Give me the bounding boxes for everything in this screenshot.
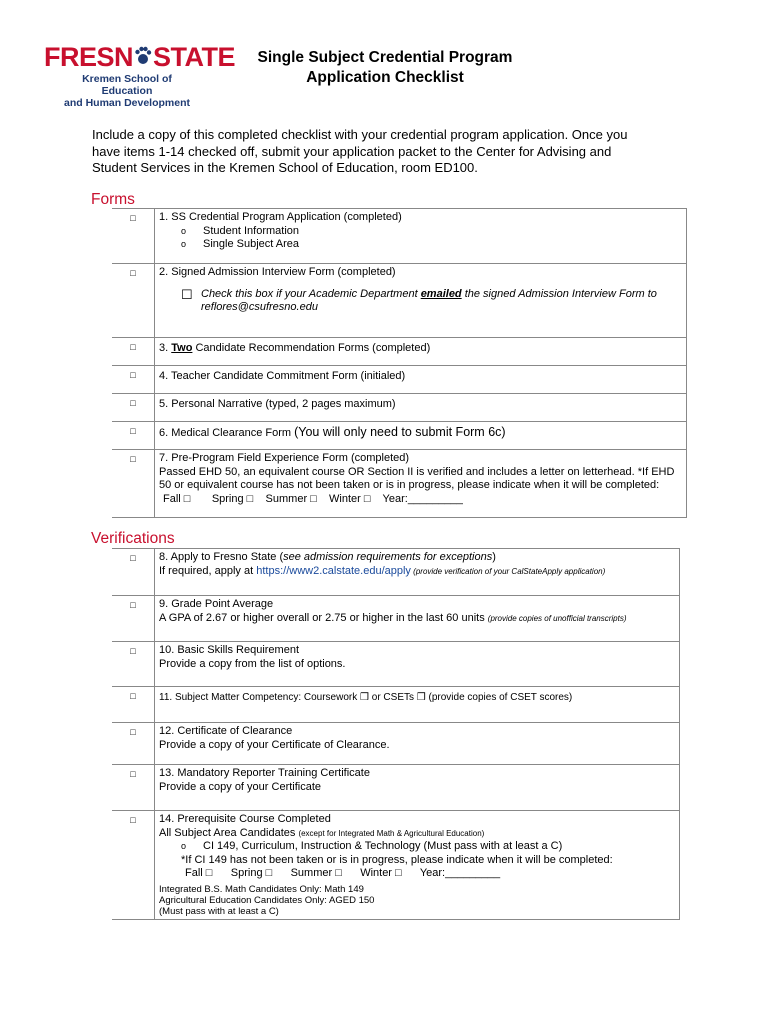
checkbox[interactable]: □ (112, 596, 155, 642)
checkbox[interactable]: □ (112, 723, 155, 765)
checklist-row: □ 14. Prerequisite Course Completed All Subject Area Candidates (except for Integrated Math & Agricultural Education) o CI 149, Curriculum, Instruction & Technology (Must pass with at least a C) *If CI 149 has not been taken or is in progress, please indicate when it will be completed: Fall □ Spring □ Summer □ Winter □ Year:_________ Integrated B.S. Math Candidates Only: Math 149 Agricultural Education Candidates Only: AGED 150 (Must pass with at least a C) (112, 811, 680, 920)
forms-table (112, 208, 687, 518)
checkbox[interactable]: □ (112, 450, 155, 518)
checklist-row: □ 3. Two Candidate Recommendation Forms (completed) (112, 338, 687, 366)
paw-icon (134, 46, 152, 68)
checkbox[interactable]: □ (112, 811, 155, 920)
checklist-row: □ 6. Medical Clearance Form (You will only need to submit Form 6c) (112, 422, 687, 450)
checklist-row: □ 7. Pre-Program Field Experience Form (completed) Passed EHD 50, an equivalent course OR Section II is verified and includes a letter on letterhead. *If EHD 50 or equivalent course has not been taken or is in progress, please indicate when it will be completed: Fall □ Spring □ Summer □ Winter □ Year:_________ (112, 450, 687, 518)
checklist-row: □ 11. Subject Matter Competency: Coursework ❒ or CSETs ❒ (provide copies of CSET scores) (112, 687, 680, 723)
checkbox[interactable]: □ (112, 366, 155, 394)
page-title: Single Subject Credential Program Application Checklist (257, 49, 513, 86)
checkbox[interactable]: □ (112, 394, 155, 422)
checkbox[interactable]: □ (112, 264, 155, 338)
checklist-row: □ 4. Teacher Candidate Commitment Form (initialed) (112, 366, 687, 394)
school-name: Kremen School of Education and Human Development (63, 73, 191, 109)
verifications-table (112, 548, 680, 920)
checklist-row: □ 1. SS Credential Program Application (completed) o Student Information o Single Subject Area (112, 209, 687, 264)
verifications-heading: Verifications (91, 530, 175, 547)
checklist-row: □ 9. Grade Point Average A GPA of 2.67 or higher overall or 2.75 or higher in the last 60 units (provide copies of unofficial transcripts) (112, 596, 680, 642)
forms-heading: Forms (91, 191, 135, 208)
intro-paragraph: Include a copy of this completed checklist with your credential program application. Once you have items 1-14 checked off, submit your application packet to the Center for Advising and Student Services in the Kremen School of Education, room ED100. (92, 127, 628, 175)
email-checkbox[interactable]: ☐ (181, 286, 193, 302)
checklist-row: □ 8. Apply to Fresno State (see admission requirements for exceptions) If required, apply at https://www2.calstate.edu/apply (provide verification of your CalStateApply application) (112, 549, 680, 596)
checklist-row: □ 12. Certificate of Clearance Provide a copy of your Certificate of Clearance. (112, 723, 680, 765)
checkbox[interactable]: □ (112, 687, 155, 723)
checklist-row: □ 5. Personal Narrative (typed, 2 pages maximum) (112, 394, 687, 422)
checkbox[interactable]: □ (112, 549, 155, 596)
checkbox[interactable]: □ (112, 642, 155, 687)
checklist-row: □ 2. Signed Admission Interview Form (completed) ☐ Check this box if your Academic Department emailed the signed Admission Interview Form to reflores@csufresno.edu (112, 264, 687, 338)
apply-link[interactable]: https://www2.calstate.edu/apply (256, 564, 411, 577)
checklist-row: □ 10. Basic Skills Requirement Provide a copy from the list of options. (112, 642, 680, 687)
checkbox[interactable]: □ (112, 765, 155, 811)
checkbox[interactable]: □ (112, 209, 155, 264)
checklist-row: □ 13. Mandatory Reporter Training Certificate Provide a copy of your Certificate (112, 765, 680, 811)
university-logo: FRESN STATE (44, 42, 236, 72)
checkbox[interactable]: □ (112, 338, 155, 366)
checkbox[interactable]: □ (112, 422, 155, 450)
